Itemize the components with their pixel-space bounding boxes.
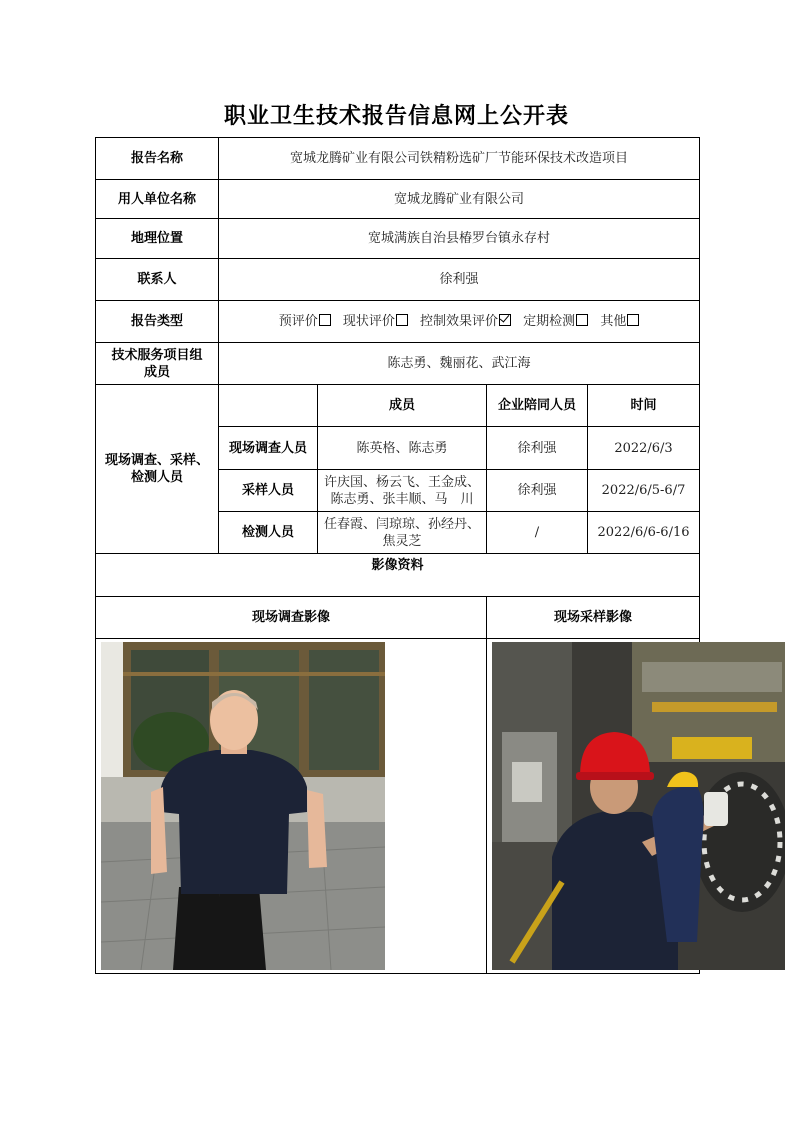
checkbox-icon[interactable] [627, 314, 639, 326]
escort-cell: 徐利强 [487, 470, 588, 512]
field-header-blank [219, 385, 318, 427]
survey-image-label: 现场调查影像 [96, 597, 487, 639]
report-type-options [219, 301, 700, 343]
survey-photo [101, 642, 385, 970]
time-cell: 2022/6/6-6/16 [588, 512, 700, 554]
row-field-header [96, 385, 700, 427]
report-type-option[interactable]: 定期检测 [523, 314, 588, 329]
role-label: 现场调查人员 [219, 427, 318, 470]
time-cell: 2022/6/5-6/7 [588, 470, 700, 512]
escort-header: 企业陪同人员 [487, 385, 588, 427]
location-label: 地理位置 [96, 219, 219, 259]
role-label: 采样人员 [219, 470, 318, 512]
report-name-label: 报告名称 [96, 138, 219, 180]
time-cell: 2022/6/3 [588, 427, 700, 470]
escort-cell: 徐利强 [487, 427, 588, 470]
report-type-option[interactable]: 现状评价 [343, 314, 408, 329]
checkbox-checked-icon[interactable] [499, 314, 511, 326]
image-section-title: 影像资料 [96, 554, 700, 597]
checkbox-icon[interactable] [576, 314, 588, 326]
contact-value: 徐利强 [219, 259, 700, 301]
row-report-name [96, 138, 700, 180]
row-team [96, 343, 700, 385]
row-report-type [96, 301, 700, 343]
time-header: 时间 [588, 385, 700, 427]
members-cell: 任春霞、闫琼琼、孙经丹、 焦灵芝 [318, 512, 487, 554]
report-type-option[interactable]: 预评价 [279, 314, 331, 329]
sampling-image-label: 现场采样影像 [487, 597, 700, 639]
row-employer [96, 180, 700, 219]
report-name-value: 宽城龙腾矿业有限公司铁精粉选矿厂节能环保技术改造项目 [219, 138, 700, 180]
location-value: 宽城满族自治县椿罗台镇永存村 [219, 219, 700, 259]
row-contact [96, 259, 700, 301]
checkbox-icon[interactable] [319, 314, 331, 326]
checkbox-icon[interactable] [396, 314, 408, 326]
report-type-option[interactable]: 其他 [600, 314, 639, 329]
report-type-label: 报告类型 [96, 301, 219, 343]
contact-label: 联系人 [96, 259, 219, 301]
escort-cell: / [487, 512, 588, 554]
team-value: 陈志勇、魏丽花、武江海 [219, 343, 700, 385]
info-table [95, 137, 700, 974]
page-title: 职业卫生技术报告信息网上公开表 [223, 103, 569, 129]
row-image-section [96, 554, 700, 597]
employer-label: 用人单位名称 [96, 180, 219, 219]
role-label: 检测人员 [219, 512, 318, 554]
team-label: 技术服务项目组 成员 [96, 343, 219, 385]
members-cell: 陈英格、陈志勇 [318, 427, 487, 470]
field-staff-label: 现场调查、采样、 检测人员 [96, 385, 219, 554]
sampling-photo-cell [487, 639, 700, 974]
row-location [96, 219, 700, 259]
sampling-photo [492, 642, 785, 970]
employer-value: 宽城龙腾矿业有限公司 [219, 180, 700, 219]
row-image-labels [96, 597, 700, 639]
row-images [96, 639, 700, 974]
members-header: 成员 [318, 385, 487, 427]
survey-photo-cell [96, 639, 487, 974]
members-cell: 许庆国、杨云飞、王金成、 陈志勇、张丰顺、马 川 [318, 470, 487, 512]
report-type-option[interactable]: 控制效果评价 [420, 314, 511, 329]
